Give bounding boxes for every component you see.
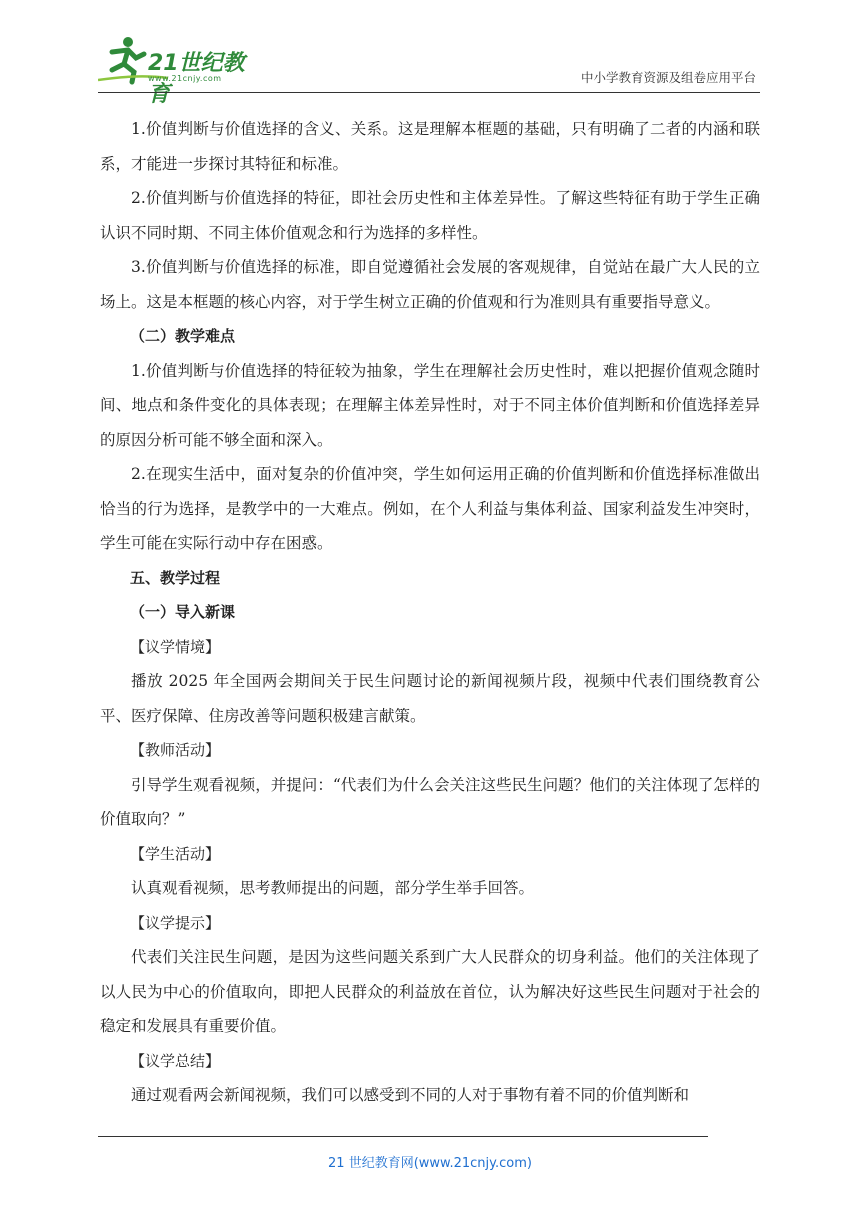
header-divider <box>98 92 760 93</box>
section-heading: 五、教学过程 <box>130 568 221 587</box>
logo-text: 21世纪教育 <box>148 51 245 107</box>
section-tag: 【议学总结】 <box>130 1051 221 1070</box>
paragraph: 引导学生观看视频，并提问：“代表们为什么会关注这些民生问题？他们的关注体现了怎样的价值取向？” <box>100 775 760 828</box>
footer-link[interactable]: 21 世纪教育网(www.21cnjy.com) <box>328 1156 532 1171</box>
section-heading: （二）教学难点 <box>130 327 236 345</box>
paragraph: 2.价值判断与价值选择的特征，即社会历史性和主体差异性。了解这些特征有助于学生正确认识不同时期、不同主体价值观念和行为选择的多样性。 <box>100 189 760 242</box>
section-tag: 【议学情境】 <box>130 637 221 656</box>
paragraph: 1.价值判断与价值选择的含义、关系。这是理解本框题的基础，只有明确了二者的内涵和联系，才能进一步探讨其特征和标准。 <box>100 120 760 173</box>
paragraph: 3.价值判断与价值选择的标准，即自觉遵循社会发展的客观规律，自觉站在最广大人民的立场上。这是本框题的核心内容，对于学生树立正确的价值观和行为准则具有重要指导意义。 <box>100 258 760 311</box>
paragraph: 2.在现实生活中，面对复杂的价值冲突，学生如何运用正确的价值判断和价值选择标准做出恰当的行为选择，是教学中的一大难点。例如，在个人利益与集体利益、国家利益发生冲突时，学生可能在实际行动中存在困惑。 <box>100 465 760 552</box>
logo <box>98 34 258 107</box>
paragraph: 代表们关注民生问题，是因为这些问题关系到广大人民群众的切身利益。他们的关注体现了以人民为中心的价值取向，即把人民群众的利益放在首位，认为解决好这些民生问题对于社会的稳定和发展具有重要价值。 <box>100 948 760 1035</box>
logo-url: www.21cnjy.com <box>148 74 222 83</box>
document-body <box>100 112 760 1113</box>
footer-divider <box>98 1136 708 1137</box>
paragraph: 1.价值判断与价值选择的特征较为抽象，学生在理解社会历史性时，难以把握价值观念随时间、地点和条件变化的具体表现；在理解主体差异性时，对于不同主体价值判断和价值选择差异的原因分析可能不够全面和深入。 <box>100 361 760 449</box>
paragraph: 认真观看视频，思考教师提出的问题，部分学生举手回答。 <box>131 879 535 897</box>
page-header <box>98 26 758 107</box>
platform-name: 中小学教育资源及组卷应用平台 <box>580 70 756 85</box>
section-tag: 【议学提示】 <box>130 913 221 932</box>
section-heading: （一）导入新课 <box>130 603 236 621</box>
section-tag: 【教师活动】 <box>130 741 221 759</box>
paragraph: 通过观看两会新闻视频，我们可以感受到不同的人对于事物有着不同的价值判断和 <box>131 1086 690 1104</box>
paragraph: 播放 2025 年全国两会期间关于民生问题讨论的新闻视频片段，视频中代表们围绕教育公平、医疗保障、住房改善等问题积极建言献策。 <box>100 672 760 725</box>
section-tag: 【学生活动】 <box>130 844 221 863</box>
